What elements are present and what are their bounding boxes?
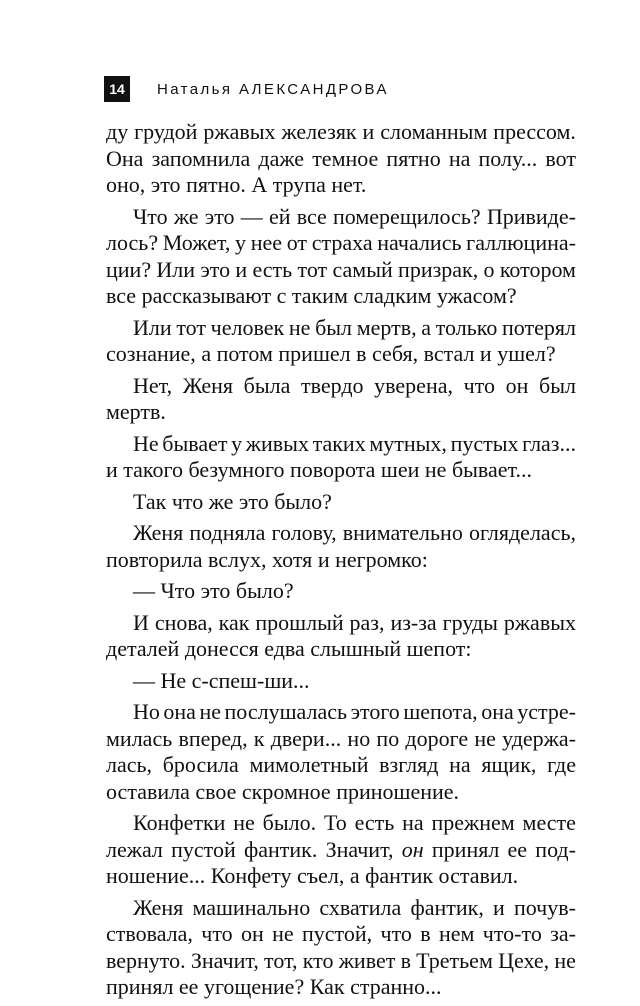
text-line: Что же это — ей все померещилось? Привиде-	[133, 203, 576, 229]
text-line: милась вперед, к двери... но по дороге не удержа-	[106, 725, 576, 751]
text-line: принял ее угощение? Как странно...	[106, 974, 442, 999]
text-line: лось? Может, у нее от страха начались галлюцина-	[106, 230, 576, 255]
text-line: — Что это было?	[133, 578, 294, 603]
paragraph	[106, 119, 576, 199]
paragraph	[106, 489, 576, 516]
text-line: деталей донесся едва слышный шепот:	[106, 636, 472, 661]
text-line: оно, это пятно. А трупа нет.	[106, 172, 367, 197]
text-line: и такого безумного поворота шеи не бывает...	[106, 457, 532, 482]
text-line: И снова, как прошлый раз, из-за груды ржавых	[133, 609, 576, 635]
page-number: 14	[104, 76, 130, 102]
text-line: Женя подняла голову, внимательно огляделась,	[133, 520, 576, 545]
text-line: вернуто. Значит, тот, кто живет в Третьем Цехе, не	[106, 947, 576, 973]
text-line: — Не с-спеш-ши...	[133, 667, 310, 693]
text-line: мертв.	[106, 399, 166, 424]
text-line: ношение... Конфету съел, а фантик оставил.	[106, 863, 519, 888]
running-header	[104, 76, 389, 102]
text-line: лежал пустой фантик. Значит, он принял ее под-	[106, 836, 576, 862]
dialog-line	[106, 578, 576, 605]
text-line: Так что же это было?	[133, 488, 332, 514]
text-line: Она запомнила даже темное пятно на полу... вот	[106, 145, 576, 171]
text-line: лась, бросила мимолетный взгляд на ящик, где	[106, 752, 576, 777]
paragraph	[106, 810, 576, 890]
text-line: оставила свое скромное приношение.	[106, 778, 460, 804]
paragraph	[106, 204, 576, 310]
text-line: ду грудой ржавых железяк и сломанным прессом.	[106, 119, 576, 144]
text-line: ствовала, что он не пустой, что в нем что-то за-	[106, 921, 576, 946]
paragraph	[106, 315, 576, 368]
text-line: ции? Или это и есть тот самый призрак, о котором	[106, 256, 576, 282]
text-line: Женя машинально схватила фантик, и почув-	[133, 894, 576, 920]
paragraph	[106, 699, 576, 805]
text-line: Нет, Женя была твердо уверена, что он был	[133, 372, 576, 398]
text-line: Не бывает у живых таких мутных, пустых глаз...	[133, 430, 576, 456]
text-line: повторила вслух, хотя и негромко:	[106, 546, 428, 572]
text-line: Конфетки не было. То есть на прежнем месте	[133, 810, 576, 835]
paragraph	[106, 373, 576, 426]
text-line: все рассказывают с таким сладким ужасом?	[106, 283, 517, 308]
paragraph	[106, 520, 576, 573]
text-line: Или тот человек не был мертв, а только потерял	[133, 314, 576, 340]
paragraph	[106, 431, 576, 484]
paragraph	[106, 895, 576, 1001]
running-head-author: Наталья АЛЕКСАНДРОВА	[157, 80, 389, 98]
text-line: Но она не послушалась этого шепота, она устре-	[133, 699, 576, 724]
paragraph	[106, 610, 576, 663]
text-line: сознание, а потом пришел в себя, встал и ушел?	[106, 341, 556, 366]
dialog-line	[106, 668, 576, 695]
body-text	[106, 119, 576, 1006]
